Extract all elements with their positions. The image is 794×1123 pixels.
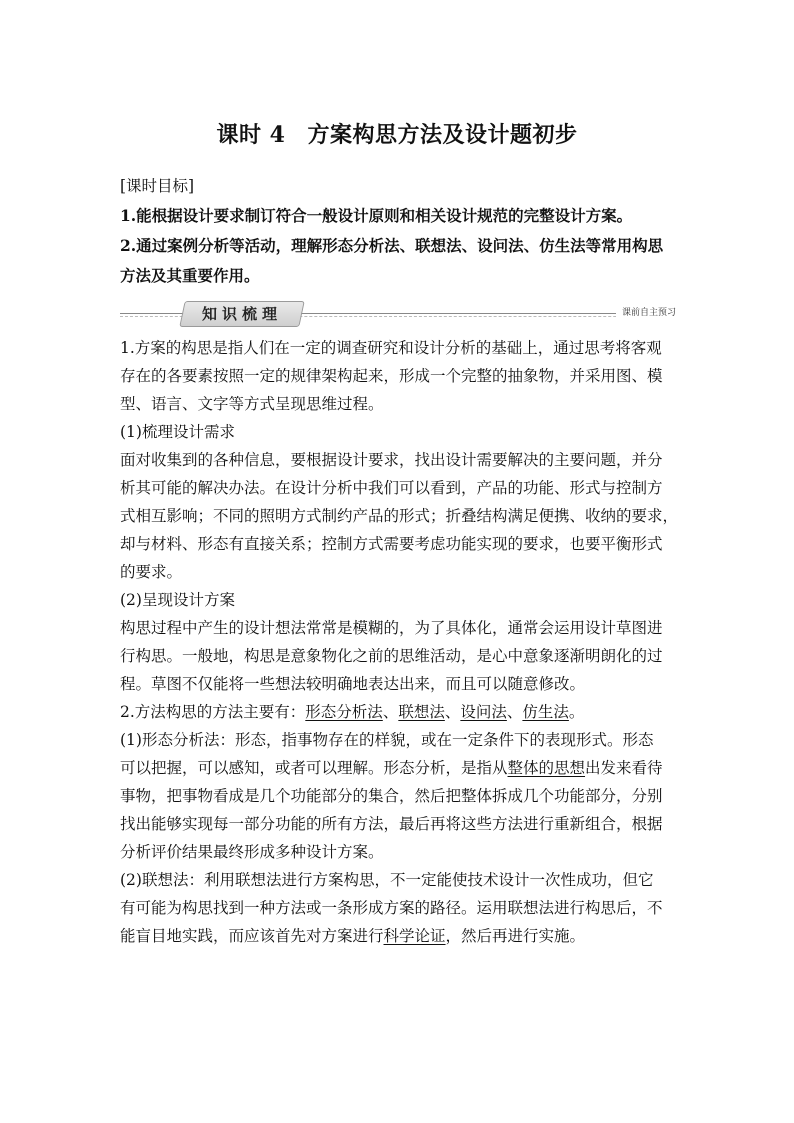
paragraph-line: 有可能为构思找到一种方法或一条形成方案的路径。运用联想法进行构思后，不 (120, 899, 663, 917)
lesson-goals (120, 172, 676, 290)
lesson-number: 课时 4 (216, 122, 286, 148)
goals-header: [课时目标] (120, 177, 195, 195)
paragraph-line: 式相互影响；不同的照明方式制约产品的形式；折叠结构满足便携、收纳的要求， (120, 507, 679, 525)
subheading-present-design: (2)呈现设计方案 (120, 591, 235, 609)
method-bionics: 仿生法 (522, 703, 569, 721)
underlined-term: 科学论证 (383, 927, 446, 945)
paragraph-line: 存在的各要素按照一定的规律架构起来，形成一个完整的抽象物，并采用图、模 (120, 367, 663, 385)
paragraph-line: 程。草图不仅能将一些想法较明确地表达出来，而且可以随意修改。 (120, 675, 586, 693)
paragraph-line: 构思过程中产生的设计想法常常是模糊的，为了具体化，通常会运用设计草图进 (120, 619, 663, 637)
paragraph-line: 析其可能的解决办法。在设计分析中我们可以看到，产品的功能、形式与控制方 (120, 479, 663, 497)
paragraph-line: 型、语言、文字等方式呈现思维过程。 (120, 395, 384, 413)
paragraph-line: 找出能够实现每一部分功能的所有方法，最后再将这些方法进行重新组合，根据 (120, 815, 663, 833)
paragraph-line: (1)形态分析法：形态，指事物存在的样貌，或在一定条件下的表现形式。形态 (120, 731, 654, 749)
page-title (0, 118, 794, 149)
goal-line-1: 1.能根据设计要求制订符合一般设计原则和相关设计规范的完整设计方案。 (120, 206, 633, 225)
underlined-term: 整体的思想 (507, 759, 586, 777)
methods-line: 2.方法构思的方法主要有：形态分析法、联想法、设问法、仿生法。 (120, 703, 585, 721)
subheading-requirements: (1)梳理设计需求 (120, 423, 235, 441)
paragraph-line: 事物，把事物看成是几个功能部分的集合，然后把整体拆成几个功能部分，分别 (120, 787, 663, 805)
goal-line-2: 2.通过案例分析等活动，理解形态分析法、联想法、设问法、仿生法等常用构思 (120, 236, 664, 255)
paragraph-line: 可以把握，可以感知，或者可以理解。形态分析，是指从整体的思想出发来看待 (120, 759, 663, 777)
paragraph-line: 的要求。 (120, 563, 183, 581)
paragraph-line: 行构思。一般地，构思是意象物化之前的思维活动，是心中意象逐渐明朗化的过 (120, 647, 663, 665)
method-morphology: 形态分析法 (305, 703, 383, 721)
method-association: 联想法 (398, 703, 445, 721)
knowledge-body (120, 334, 679, 950)
paragraph-line: 分析评价结果最终形成多种设计方案。 (120, 843, 384, 861)
paragraph-line: 能盲目地实践，而应该首先对方案进行科学论证，然后再进行实施。 (120, 927, 586, 945)
lesson-name: 方案构思方法及设计题初步 (307, 122, 578, 148)
method-questioning: 设问法 (460, 703, 507, 721)
paragraph-line: 却与材料、形态有直接关系；控制方式需要考虑功能实现的要求，也要平衡形式 (120, 535, 663, 553)
section-side-label: 课前自主预习 (616, 305, 676, 321)
paragraph-line: (2)联想法：利用联想法进行方案构思，不一定能使技术设计一次性成功，但它 (120, 871, 654, 889)
section-divider (120, 301, 676, 327)
section-label: 知识梳理 (201, 305, 282, 323)
goal-line-3: 方法及其重要作用。 (120, 266, 260, 285)
paragraph-line: 1.方案的构思是指人们在一定的调查研究和设计分析的基础上，通过思考将客观 (120, 339, 662, 357)
paragraph-line: 面对收集到的各种信息，要根据设计要求，找出设计需要解决的主要问题，并分 (120, 451, 663, 469)
